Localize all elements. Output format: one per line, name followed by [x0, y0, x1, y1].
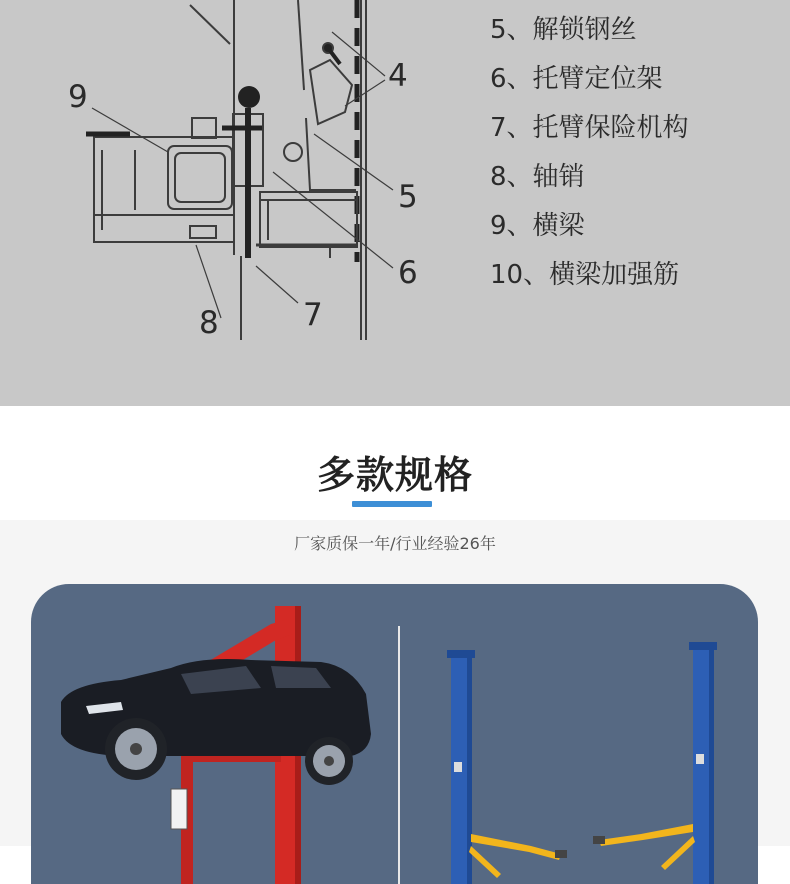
specs-area: [0, 520, 790, 846]
blue-lift-image: [447, 642, 717, 884]
callout-9: 9: [68, 79, 88, 115]
callout-6: 6: [398, 255, 418, 291]
legend-item: 10、横梁加强筋: [490, 260, 680, 290]
legend-item: 5、解锁钢丝: [490, 15, 637, 45]
section-title: 多款规格: [316, 453, 473, 497]
title-underline: [352, 501, 432, 507]
product-photos: [31, 584, 758, 884]
section-header: [0, 406, 790, 520]
legend-item: 7、托臂保险机构: [490, 113, 689, 143]
legend-item: 9、横梁: [490, 211, 585, 241]
callout-4: 4: [388, 58, 408, 94]
lift-structure-diagram: [0, 0, 790, 406]
red-lift-with-car-image: [61, 606, 371, 884]
warranty-subtitle: 厂家质保一年/行业经验26年: [294, 534, 496, 553]
product-showcase-card: [31, 584, 758, 884]
callout-8: 8: [199, 305, 219, 341]
callout-5: 5: [398, 179, 418, 215]
legend-item: 8、轴销: [490, 162, 585, 192]
component-legend: [490, 12, 689, 306]
callout-7: 7: [303, 297, 323, 333]
legend-item: 6、托臂定位架: [490, 64, 663, 94]
